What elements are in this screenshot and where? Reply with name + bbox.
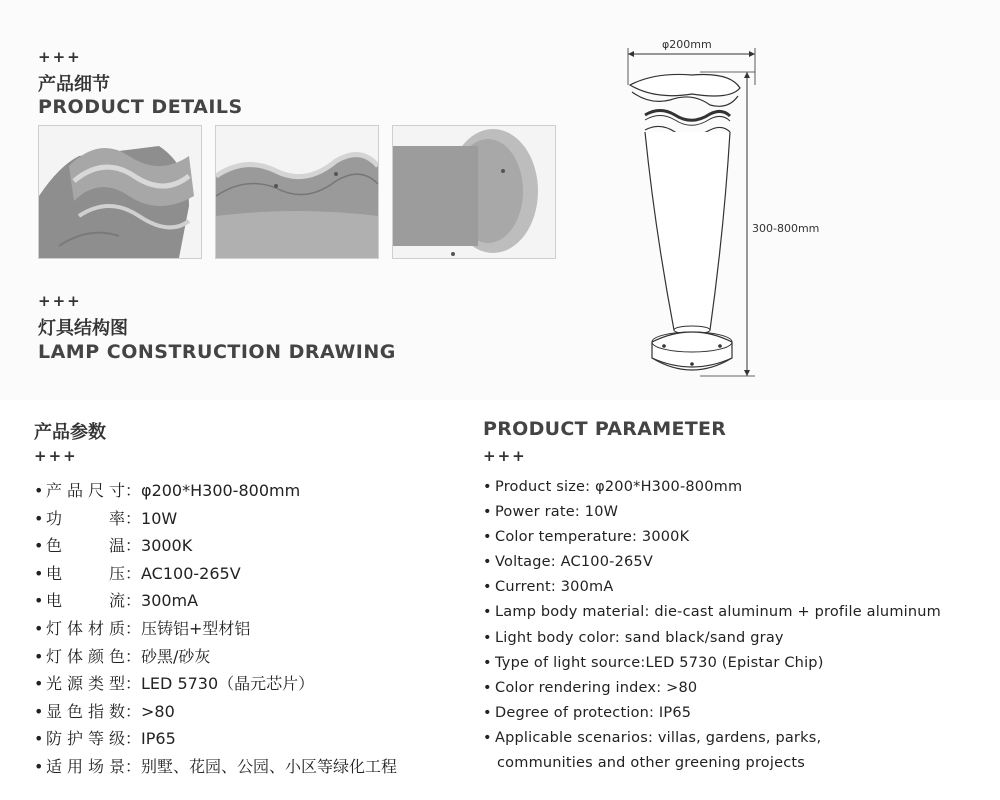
param-item-en: • Lamp body material: die-cast aluminum + profile aluminum [483, 604, 941, 621]
params-list-en [483, 475, 993, 776]
params-list-cn [34, 477, 454, 781]
params-plus-mark-en: +++ [483, 447, 527, 465]
param-item-cn: • 功率：10W [34, 508, 178, 528]
param-item-cn: • 灯体材质：压铸铝+型材铝 [34, 618, 251, 638]
params-title-cn: 产品参数 [34, 422, 106, 443]
param-item-en: • Current: 300mA [483, 579, 614, 596]
drawing-plus-mark: +++ [38, 292, 82, 310]
details-title-en: PRODUCT DETAILS [38, 96, 243, 118]
param-item-cn: • 光源类型：LED 5730（晶元芯片） [34, 674, 315, 694]
param-item-en: • Product size: φ200*H300-800mm [483, 479, 743, 495]
width-dimension-label: φ200mm [662, 38, 712, 51]
param-item-en: • Type of light source:LED 5730 (Epistar Chip) [483, 654, 824, 671]
drawing-title-en: LAMP CONSTRUCTION DRAWING [38, 341, 396, 363]
details-title-cn: 产品细节 [38, 74, 110, 95]
detail-photo-top-petals [38, 125, 202, 259]
param-item-en: • Voltage: AC100-265V [483, 554, 653, 571]
param-item-en: • Applicable scenarios: villas, gardens, parks, [483, 729, 822, 746]
param-item-cn: • 防护等级：IP65 [34, 729, 176, 749]
param-item-cn: • 显色指数：>80 [34, 701, 175, 721]
param-item-en-continuation: communities and other greening projects [497, 755, 806, 772]
detail-photo-base [392, 125, 556, 259]
param-item-cn: • 电流：300mA [34, 591, 199, 611]
param-item-en: • Degree of protection: IP65 [483, 704, 692, 721]
param-item-cn: • 产品尺寸：φ200*H300-800mm [34, 481, 301, 500]
param-item-en: • Power rate: 10W [483, 504, 619, 521]
param-item-en: • Light body color: sand black/sand gray [483, 629, 784, 646]
drawing-title-cn: 灯具结构图 [38, 318, 128, 339]
param-item-en: • Color rendering index: >80 [483, 679, 698, 696]
param-item-cn: • 电压：AC100-265V [34, 563, 241, 583]
params-title-en: PRODUCT PARAMETER [483, 418, 727, 440]
params-plus-mark-cn: +++ [34, 447, 78, 465]
detail-photo-wave-rim [215, 125, 379, 259]
details-plus-mark: +++ [38, 48, 82, 66]
lamp-construction-drawing [600, 30, 840, 390]
param-item-cn: • 适用场景：别墅、花园、公园、小区等绿化工程 [34, 756, 398, 776]
param-item-cn: • 灯体颜色：砂黑/砂灰 [34, 646, 211, 666]
param-item-cn: • 色温：3000K [34, 536, 193, 556]
param-item-en: • Color temperature: 3000K [483, 529, 690, 546]
height-dimension-label: 300-800mm [752, 222, 820, 235]
